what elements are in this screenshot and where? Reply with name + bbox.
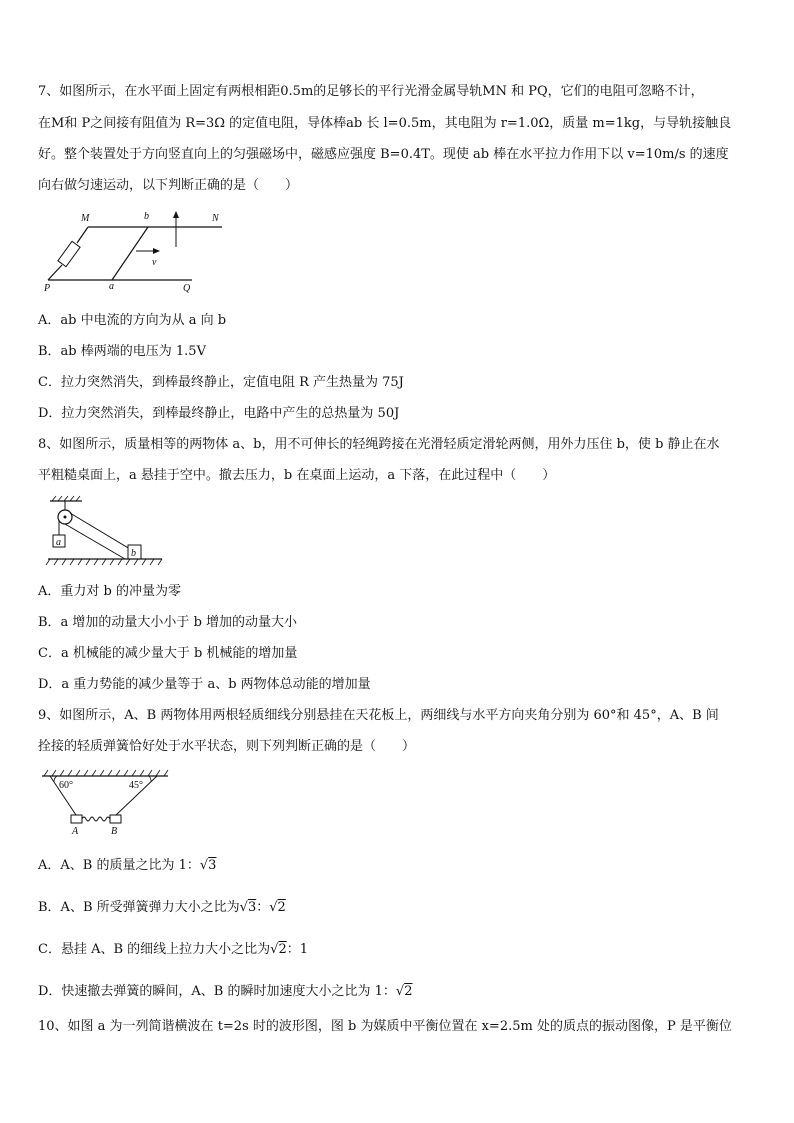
q7-stem-line-2: 在M和 P之间接有阻值为 R=3Ω 的定值电阻，导体棒ab 长 l=0.5m，其电阻为 r=1.0Ω，质量 m=1kg，与导轨接触良	[38, 116, 732, 131]
radicand: 3	[208, 858, 217, 873]
q7-option-a: A．ab 中电流的方向为从 a 向 b	[38, 313, 227, 328]
block-B	[110, 815, 121, 823]
label-a: a	[109, 281, 114, 292]
label-B: B	[111, 826, 118, 837]
q10-stem-line-1: 10、如图 a 为一列简谐横波在 t=2s 时的波形图，图 b 为媒质中平衡位置在 x=2.5m 处的质点的振动图像，P 是平衡位	[38, 1019, 732, 1034]
label-a: a	[56, 537, 61, 548]
conductor-rod	[112, 227, 148, 280]
sqrt-icon: √	[395, 984, 405, 999]
label-angle-60: 60°	[59, 780, 73, 791]
sqrt-icon: √	[270, 942, 279, 957]
sqrt-icon: √	[269, 900, 278, 915]
q8-option-a: A．重力对 b 的冲量为零	[38, 584, 181, 599]
q8-option-b: B．a 增加的动量大小小于 b 增加的动量大小	[38, 615, 298, 630]
q9-option-d: D．快速撤去弹簧的瞬间，A、B 的瞬时加速度大小之比为 1：√2	[38, 984, 413, 999]
label-A: A	[72, 826, 79, 837]
radicand: 2	[277, 900, 286, 915]
q8-option-d: D．a 重力势能的减少量等于 a、b 两物体总动能的增加量	[38, 677, 371, 692]
label-M: M	[81, 213, 90, 224]
label-N: N	[212, 213, 219, 224]
q9-option-c: C．悬挂 A、B 的细线上拉力大小之比为√2：1	[38, 942, 309, 957]
label-P: P	[44, 283, 51, 294]
label-b: b	[144, 211, 149, 222]
label-Q: Q	[183, 283, 191, 294]
q7-stem-line-1: 7、如图所示，在水平面上固定有两根相距0.5m的足够长的平行光滑金属导轨MN 和 PQ，它们的电阻可忽略不计，	[38, 84, 704, 99]
q7-option-c: C．拉力突然消失，到棒最终静止，定值电阻 R 产生热量为 75J	[38, 375, 404, 390]
label-b: b	[131, 548, 136, 559]
q9-spring-figure	[40, 768, 175, 838]
velocity-arrow-icon	[153, 248, 160, 254]
sqrt-icon: √	[199, 858, 209, 873]
radicand: 2	[404, 984, 413, 999]
q9-stem-line-2: 拴接的轻质弹簧恰好处于水平状态，则下列判断正确的是（ ）	[38, 739, 416, 754]
q7-option-b: B．ab 棒两端的电压为 1.5V	[38, 344, 206, 359]
q7-rail-figure	[40, 205, 230, 295]
radicand: 2	[278, 942, 287, 957]
radicand: 3	[247, 900, 257, 915]
label-angle-45: 45°	[129, 780, 143, 791]
block-A	[71, 815, 82, 823]
q9-stem-line-1: 9、如图所示，A、B 两物体用两根轻质细线分别悬挂在天花板上，两细线与水平方向夹角分别为 60°和 45°，A、B 间	[38, 708, 719, 723]
spring-icon	[82, 817, 110, 821]
magnetic-field-arrow-icon	[173, 211, 179, 218]
q9-option-b: B．A、B 所受弹簧弹力大小之比为√3：√2	[38, 900, 286, 915]
q7-option-d: D．拉力突然消失，到棒最终静止，电路中产生的总热量为 50J	[38, 406, 400, 421]
sqrt-icon: √	[239, 900, 248, 915]
q8-pulley-figure	[40, 495, 170, 570]
resistor-icon	[58, 241, 80, 266]
q9-option-a: A．A、B 的质量之比为 1：√3	[38, 858, 217, 873]
label-v: v	[152, 257, 157, 268]
q8-stem-line-1: 8、如图所示，质量相等的两物体 a、b，用不可伸长的轻绳跨接在光滑轻质定滑轮两侧，用外力压住 b，使 b 静止在水	[38, 437, 720, 452]
q8-stem-line-2: 平粗糙桌面上，a 悬挂于空中。撤去压力，b 在桌面上运动，a 下落，在此过程中（ ）	[38, 468, 556, 483]
q7-stem-line-3: 好。整个装置处于方向竖直向上的匀强磁场中，磁感应强度 B=0.4T。现使 ab 棒在水平拉力作用下以 v=10m/s 的速度	[38, 147, 729, 162]
q8-option-c: C．a 机械能的减少量大于 b 机械能的增加量	[38, 646, 298, 661]
q7-stem-line-4: 向右做匀速运动，以下判断正确的是（ ）	[38, 178, 299, 193]
